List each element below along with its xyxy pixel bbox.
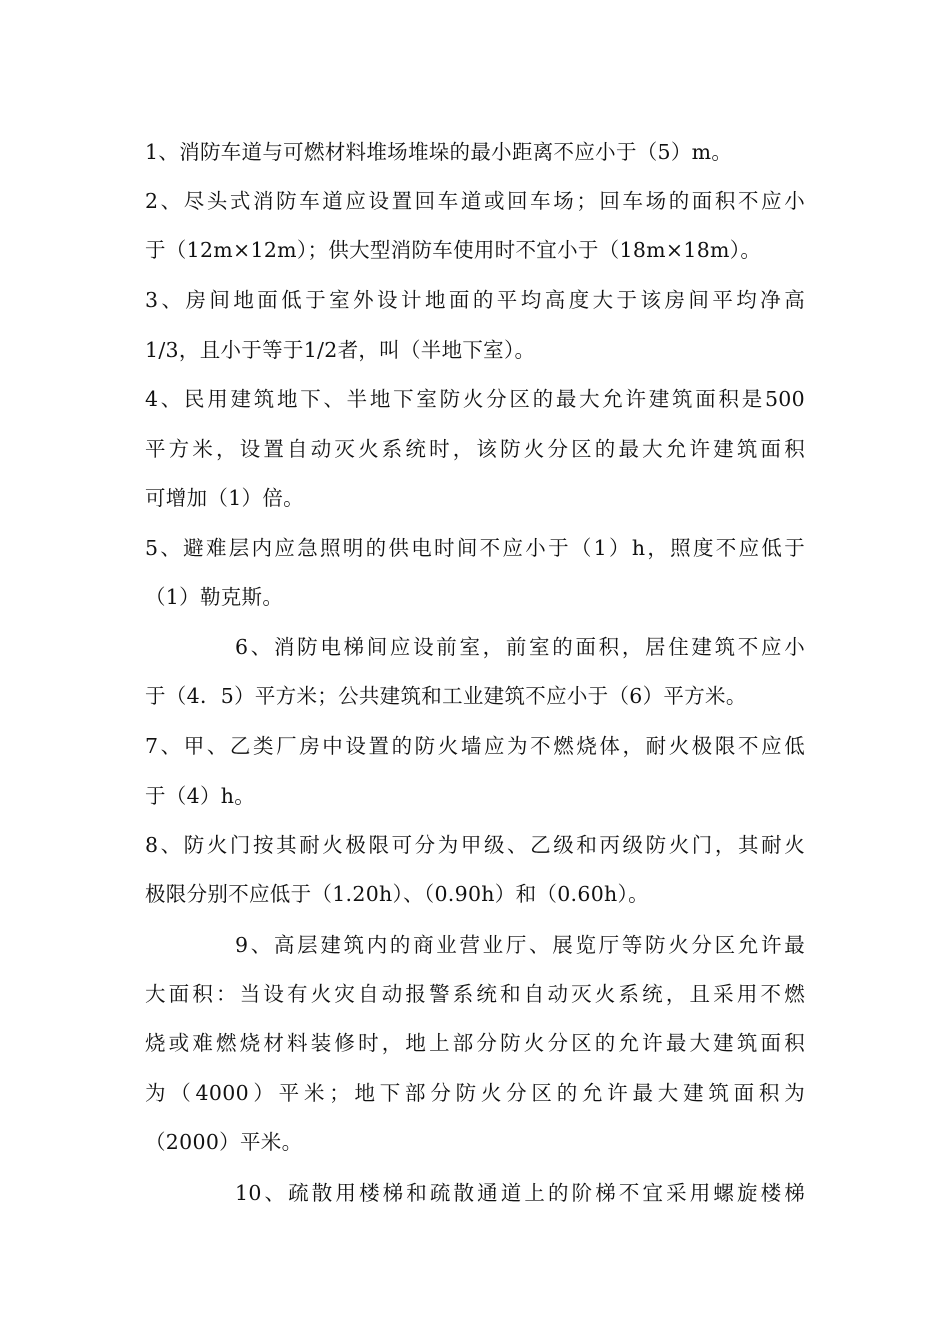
text-line: 8、防火门按其耐火极限可分为甲级、乙级和丙级防火门，其耐火 — [145, 833, 805, 857]
text-line: 平方米，设置自动灭火系统时，该防火分区的最大允许建筑面积 — [145, 437, 805, 461]
text-line: 极限分别不应低于（1.20h）、（0.90h）和（0.60h）。 — [145, 882, 649, 906]
text-line: 烧或难燃烧材料装修时，地上部分防火分区的允许最大建筑面积 — [145, 1031, 805, 1055]
text-line: （1）勒克斯。 — [145, 585, 284, 609]
text-line: 大面积：当设有火灾自动报警系统和自动灭火系统，且采用不燃 — [145, 982, 805, 1006]
text-line: 1/3，且小于等于1/2者，叫（半地下室）。 — [145, 338, 536, 362]
text-line: 于（4．5）平方米；公共建筑和工业建筑不应小于（6）平方米。 — [145, 684, 747, 708]
text-line: 6、消防电梯间应设前室，前室的面积，居住建筑不应小 — [235, 635, 805, 659]
text-line: 1、消防车道与可燃材料堆场堆垛的最小距离不应小于（5）m。 — [145, 140, 733, 164]
text-line: 可增加（1）倍。 — [145, 486, 304, 510]
text-line: 于（12m×12m）；供大型消防车使用时不宜小于（18m×18m）。 — [145, 238, 762, 262]
text-line: 为（4000）平米；地下部分防火分区的允许最大建筑面积为 — [145, 1081, 805, 1105]
text-line: （2000）平米。 — [145, 1130, 303, 1154]
text-line: 5、避难层内应急照明的供电时间不应小于（1）h，照度不应低于 — [145, 536, 805, 560]
text-line: 4、民用建筑地下、半地下室防火分区的最大允许建筑面积是500 — [145, 387, 805, 411]
text-line: 10、疏散用楼梯和疏散通道上的阶梯不宜采用螺旋楼梯 — [235, 1181, 805, 1205]
text-line: 7、甲、乙类厂房中设置的防火墙应为不燃烧体，耐火极限不应低 — [145, 734, 805, 758]
text-line: 2、尽头式消防车道应设置回车道或回车场；回车场的面积不应小 — [145, 189, 805, 213]
text-line: 9、高层建筑内的商业营业厅、展览厅等防火分区允许最 — [235, 933, 805, 957]
text-line: 于（4）h。 — [145, 784, 256, 808]
text-line: 3、房间地面低于室外设计地面的平均高度大于该房间平均净高 — [145, 288, 805, 312]
